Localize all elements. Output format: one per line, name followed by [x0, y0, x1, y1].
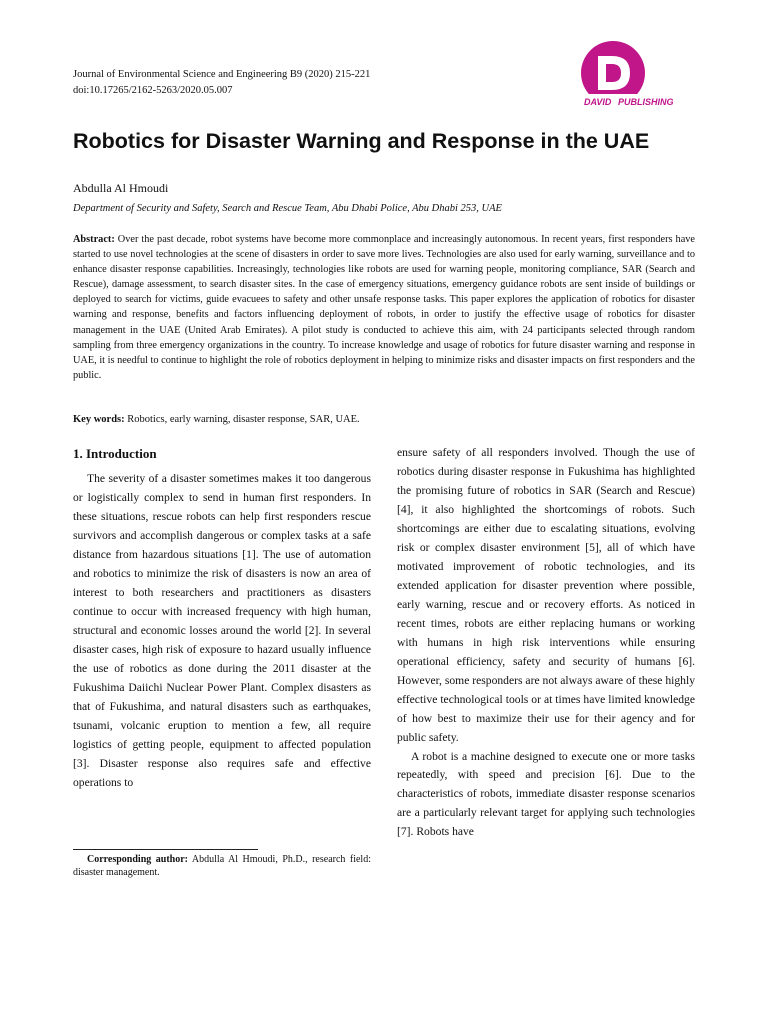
journal-citation: Journal of Environmental Science and Engineering B9 (2020) 215-221	[73, 69, 371, 80]
section-heading-introduction: 1. Introduction	[73, 446, 157, 461]
footnote-label: Corresponding author:	[87, 854, 188, 865]
keywords-label: Key words:	[73, 414, 125, 425]
footnote-text: Abdulla Al Hmoudi, Ph.D., research field: disaster management.	[73, 854, 371, 878]
intro-paragraph-1-continued: ensure safety of all responders involved. Though the use of robotics during disaster response in Fukushima has highlighted the promising future of robotics in SAR (Search and Rescue) [4], it also highlighted the shortcomings of robots. Such shortcomings are either due to escalating situations, evolving risk or complex disaster environment [5], all of which have motivated improvement of robotic technologies, and its extended application for disaster prevention where possible, early warning, rescue and or recovery efforts. As noticed in recent times, robots are either replacing humans or working with humans in high risk interventions while ensuring operational efficiency, safety and security of humans [6]. However, some responders are not always aware of these highly effective technological tools or at times have limited knowledge of how best to maximize their use for their agency and for public safety.	[397, 446, 695, 744]
footnote	[73, 853, 371, 879]
journal-header	[73, 67, 370, 99]
left-column	[73, 444, 371, 792]
logo-text-b: PUBLISHING	[618, 97, 674, 107]
right-column	[397, 444, 695, 842]
affiliation: Department of Security and Safety, Search and Rescue Team, Abu Dhabi Police, Abu Dhabi 253, UAE	[73, 203, 502, 214]
doi: doi:10.17265/2162-5263/2020.05.007	[73, 85, 233, 96]
abstract	[73, 232, 695, 383]
abstract-text: Over the past decade, robot systems have become more commonplace and increasingly autonomous. In recent years, first responders have started to use novel technologies at the scene of disasters in order to save more lives. Technologies are also used for early warning, surveillance and to enhance disaster response capabilities. Increasingly, technologies like robots are used for warning people, monitoring compliance, SAR (Search and Rescue), damage assessment, to search disaster sites. In the case of emergency situations, emergency guidance robots are sent inside of buildings or deployed to search for victims, guide evacuees to safety and other unsafe response tasks. This paper explores the application of robotics for disaster warning and response, benefits and factors influencing deployment of robots, in order to justify the effective usage of robotics for disaster management in the UAE (United Arab Emirates). A pilot study is conducted to achieve this aim, with 24 participants selected through random sampling from three emergency organizations in the country. To increase knowledge and usage of robotics for future disaster warning and response in UAE, it is needful to continue to highlight the role of robotics deployment in helping to minimize risks and disaster impacts on first responders and the public.	[73, 234, 695, 381]
keywords-text: Robotics, early warning, disaster response, SAR, UAE.	[127, 414, 360, 425]
keywords	[73, 412, 695, 427]
publisher-logo-icon	[560, 36, 700, 118]
paper-title: Robotics for Disaster Warning and Response in the UAE	[73, 129, 650, 153]
publisher-logo	[560, 36, 700, 118]
logo-text-a: DAVID	[584, 97, 612, 107]
intro-paragraph-1: The severity of a disaster sometimes makes it too dangerous or logistically complex to send in human first responders. In these situations, rescue robots can help first responders rescue survivors and accomplish dangerous or complex tasks at a safe distance from hazardous situations [1]. The use of automation and robotics to minimize the risk of disasters is now an area of interest to both researchers and practitioners as disasters continue to occur with increased frequency with high human, structural and economic losses around the world [2]. In several disaster cases, high risk of exposure to hazard usually influence the use of robotics as done during the 2011 disaster at the Fukushima Daiichi Nuclear Power Plant. Complex disasters as that of Fukushima, and natural disasters such as earthquakes, tsunami, volcanic eruption to mention a few, all require logistics of getting people, equipment to affected population [3]. Disaster response also requires safe and effective operations to	[73, 472, 371, 789]
abstract-label: Abstract:	[73, 234, 115, 245]
author-name: Abdulla Al Hmoudi	[73, 181, 169, 195]
footnote-divider	[73, 849, 258, 850]
intro-paragraph-2: A robot is a machine designed to execute one or more tasks repeatedly, with speed and precision [6]. Due to the characteristics of robots, immediate disaster response scenarios are a particularly relevant target for applying such technologies [7]. Robots have	[397, 749, 695, 839]
